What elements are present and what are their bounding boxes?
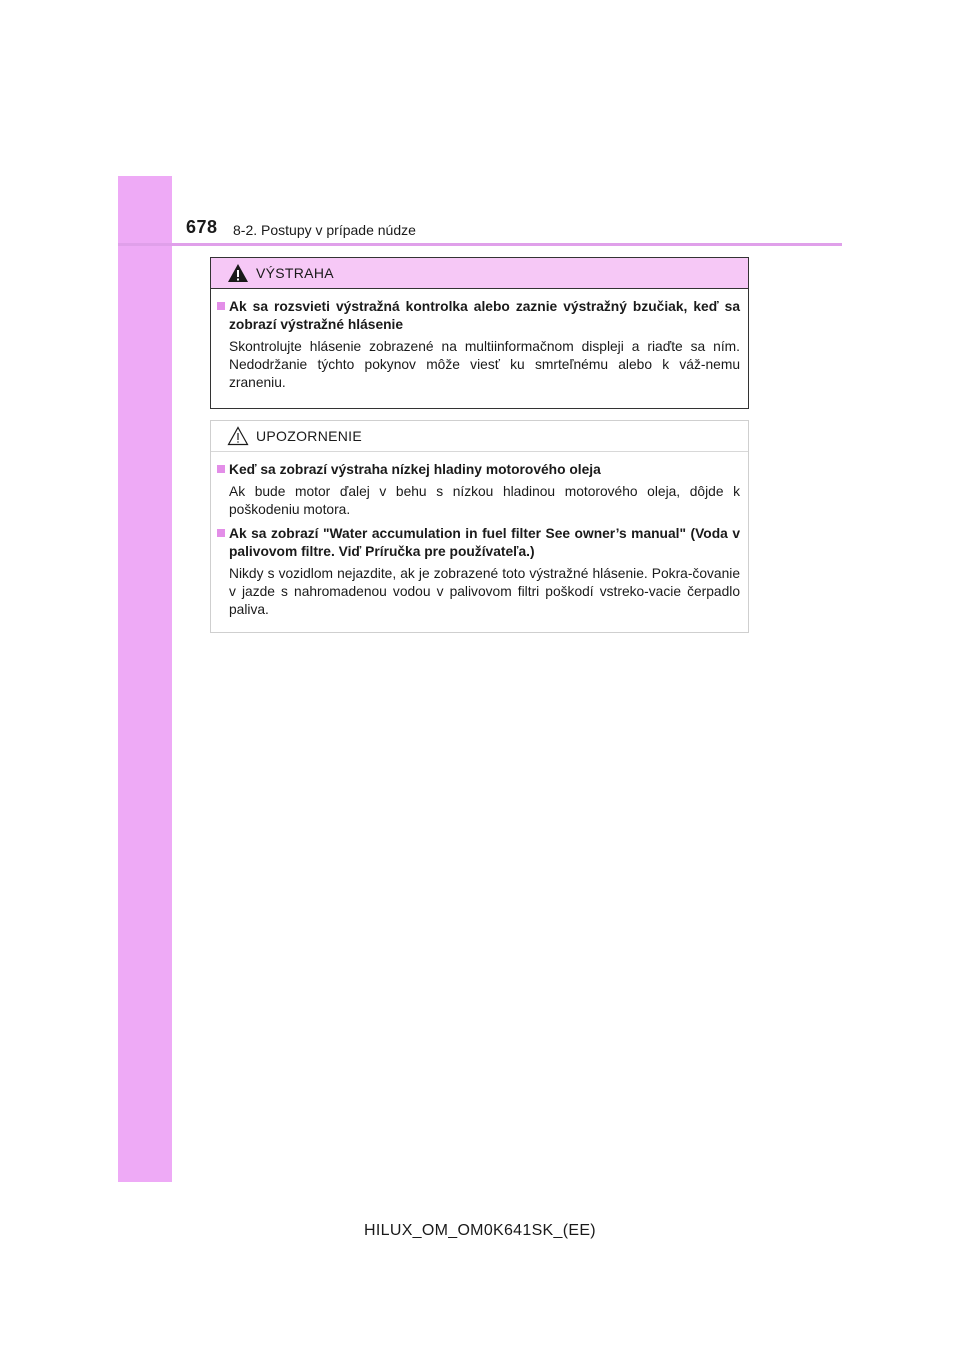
side-tab-bar xyxy=(118,176,172,1182)
warning-box-body xyxy=(211,289,748,392)
warning-box-header xyxy=(211,258,748,289)
warning-triangle-outline-icon xyxy=(227,426,249,446)
header-divider xyxy=(118,243,842,246)
section-title: 8-2. Postupy v prípade núdze xyxy=(233,222,416,238)
caution-item-title: Keď sa zobrazí výstraha nízkej hladiny motorového oleja xyxy=(217,461,740,479)
square-bullet-icon xyxy=(217,529,225,537)
page-number: 678 xyxy=(186,217,218,237)
warning-box-title: VÝSTRAHA xyxy=(256,265,334,281)
warning-item-text: Skontrolujte hlásenie zobrazené na multiinformačnom displeji a riaďte sa ním. Nedodržanie týchto pokynov môže viesť ku smrteľnému alebo k váž-nemu zraneniu. xyxy=(229,339,740,390)
warning-triangle-filled-icon xyxy=(227,263,249,283)
caution-box xyxy=(210,420,749,633)
caution-box-title: UPOZORNENIE xyxy=(256,428,362,444)
caution-item-text: Ak bude motor ďalej v behu s nízkou hladinou motorového oleja, dôjde k poškodeniu motora. xyxy=(229,484,740,517)
square-bullet-icon xyxy=(217,302,225,310)
warning-item-title: Ak sa rozsvieti výstražná kontrolka alebo zaznie výstražný bzučiak, keď sa zobrazí výstražné hlásenie xyxy=(217,298,740,334)
caution-box-header xyxy=(211,421,748,452)
caution-box-body xyxy=(211,452,748,619)
document-code: HILUX_OM_OM0K641SK_(EE) xyxy=(364,1222,596,1239)
warning-box xyxy=(210,257,749,409)
square-bullet-icon xyxy=(217,465,225,473)
caution-item-text: Nikdy s vozidlom nejazdite, ak je zobrazené toto výstražné hlásenie. Pokra-čovanie v jazde s nahromadenou vodou v palivovom filtri poškodí vstreko-vacie čerpadlo paliva. xyxy=(229,566,740,617)
caution-item-title: Ak sa zobrazí "Water accumulation in fuel filter See owner’s manual" (Voda v palivovom filtre. Viď Príručka pre používateľa.) xyxy=(217,525,740,561)
